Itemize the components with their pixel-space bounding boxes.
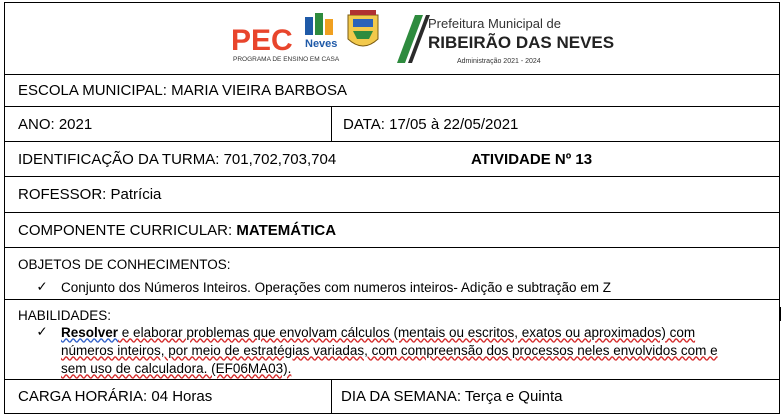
objects-title: OBJETOS DE CONHECIMENTOS: bbox=[18, 256, 231, 272]
prefeitura-swoosh-icon bbox=[397, 15, 430, 63]
skills-line3 bbox=[61, 359, 291, 377]
school-row bbox=[4, 75, 780, 107]
skills-line3-text: sem uso de calculadora. (EF06MA03). bbox=[61, 360, 292, 376]
class-identification: IDENTIFICAÇÃO DA TURMA: 701,702,703,704 bbox=[18, 150, 337, 168]
pec-logo bbox=[231, 13, 340, 63]
skills-line2-text: números inteiros, por meio de estratégias variadas, com compreensão dos processos neles envolvidos com e bbox=[61, 342, 718, 358]
logo-row bbox=[4, 2, 780, 75]
weekday-field: DIA DA SEMANA: Terça e Quinta bbox=[341, 388, 563, 405]
text-cursor bbox=[780, 307, 781, 321]
subject-field bbox=[18, 213, 336, 247]
activity-number: ATIVIDADE Nº 13 bbox=[471, 150, 593, 168]
prefeitura-line1: Prefeitura Municipal de bbox=[428, 16, 561, 31]
class-row bbox=[4, 142, 780, 177]
date-field: DATA: 17/05 à 22/05/2021 bbox=[343, 115, 519, 133]
coat-of-arms-icon bbox=[348, 10, 378, 46]
skills-row bbox=[4, 300, 780, 380]
schedule-row bbox=[4, 380, 780, 414]
skills-line1-text: e elaborar problemas que envolvam cálculos (mentais ou escritos, exatos ou aproximados) com bbox=[118, 324, 696, 340]
prefeitura-line2: RIBEIRÃO DAS NEVES bbox=[428, 33, 615, 52]
objects-row bbox=[4, 248, 780, 300]
checkmark-icon: ✓ bbox=[36, 279, 48, 294]
teacher-field: ROFESSOR: Patrícia bbox=[18, 186, 162, 203]
year-field: ANO: 2021 bbox=[18, 115, 93, 133]
objects-item-text: Conjunto dos Números Inteiros. Operações com numeros inteiros- Adição e subtração em Z bbox=[61, 279, 612, 295]
skills-verb: Resolver bbox=[61, 324, 119, 340]
lesson-plan-sheet bbox=[4, 2, 780, 414]
header-logos bbox=[5, 3, 781, 76]
workload-field: CARGA HORÁRIA: 04 Horas bbox=[18, 388, 213, 405]
school-name: ESCOLA MUNICIPAL: MARIA VIEIRA BARBOSA bbox=[18, 82, 347, 99]
pec-brand-text: PEC bbox=[231, 24, 293, 57]
subject-value: MATEMÁTICA bbox=[236, 221, 337, 239]
checkmark-icon: ✓ bbox=[36, 324, 48, 339]
prefeitura-line3: Administração 2021 - 2024 bbox=[457, 58, 541, 65]
pec-neves-text: Neves bbox=[305, 38, 338, 50]
year-date-row bbox=[4, 107, 780, 142]
subject-label: COMPONENTE CURRICULAR: bbox=[18, 221, 237, 239]
subject-row bbox=[4, 213, 780, 248]
skills-title: HABILIDADES: bbox=[18, 307, 112, 323]
skills-line1 bbox=[35, 323, 695, 341]
skills-line2 bbox=[61, 341, 718, 359]
pec-tagline-text: PROGRAMA DE ENSINO EM CASA bbox=[233, 56, 340, 63]
objects-item bbox=[35, 278, 611, 296]
teacher-row bbox=[4, 177, 780, 213]
